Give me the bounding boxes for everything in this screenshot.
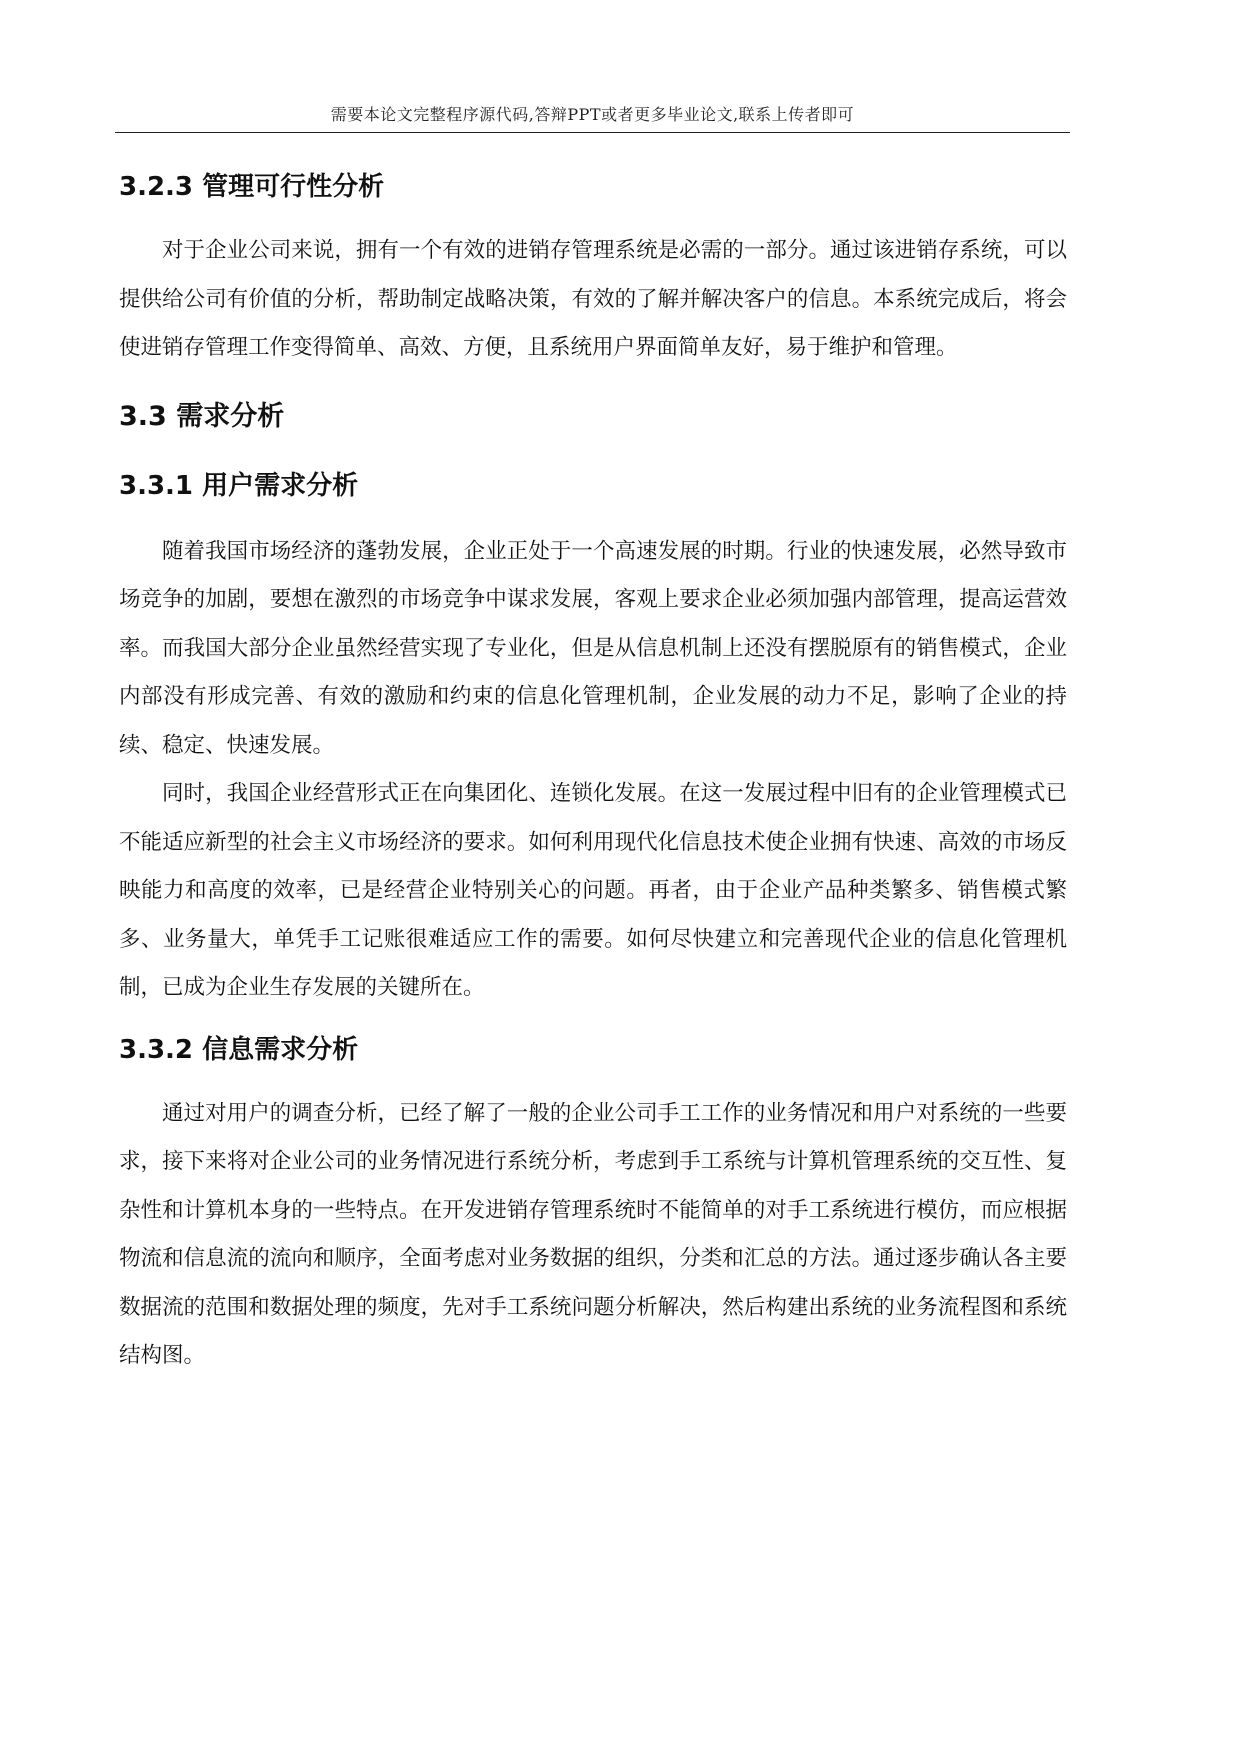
- paragraph: 同时，我国企业经营形式正在向集团化、连锁化发展。在这一发展过程中旧有的企业管理模式已不能适应新型的社会主义市场经济的要求。如何利用现代化信息技术使企业拥有快速、高效的市场反映能力和高度的效率，已是经营企业特别关心的问题。再者，由于企业产品种类繁多、销售模式繁多、业务量大，单凭手工记账很难适应工作的需要。如何尽快建立和完善现代企业的信息化管理机制，已成为企业生存发展的关键所在。: [119, 781, 1067, 1000]
- paragraph: 通过对用户的调查分析，已经了解了一般的企业公司手工工作的业务情况和用户对系统的一些要求，接下来将对企业公司的业务情况进行系统分析，考虑到手工系统与计算机管理系统的交互性、复杂性和计算机本身的一些特点。在开发进销存管理系统时不能简单的对手工系统进行模仿，而应根据物流和信息流的流向和顺序，全面考虑对业务数据的组织，分类和汇总的方法。通过逐步确认各主要数据流的范围和数据处理的频度，先对手工系统问题分析解决，然后构建出系统的业务流程图和系统结构图。: [119, 1100, 1067, 1368]
- section-heading-3-3-2: 3.3.2 信息需求分析: [119, 1034, 359, 1065]
- running-header: 需要本论文完整程序源代码,答辩PPT或者更多毕业论文,联系上传者即可: [330, 105, 855, 124]
- section-heading-3-2-3: 3.2.3 管理可行性分析: [119, 172, 385, 202]
- page-body: [119, 170, 1067, 1381]
- header-rule: [115, 132, 1070, 133]
- paragraph: 随着我国市场经济的蓬勃发展，企业正处于一个高速发展的时期。行业的快速发展，必然导致市场竞争的加剧，要想在激烈的市场竞争中谋求发展，客观上要求企业必须加强内部管理，提高运营效率。而我国大部分企业虽然经营实现了专业化，但是从信息机制上还没有摆脱原有的销售模式，企业内部没有形成完善、有效的激励和约束的信息化管理机制，企业发展的动力不足，影响了企业的持续、稳定、快速发展。: [119, 538, 1067, 758]
- paragraph: 对于企业公司来说，拥有一个有效的进销存管理系统是必需的一部分。通过该进销存系统，可以提供给公司有价值的分析，帮助制定战略决策，有效的了解并解决客户的信息。本系统完成后，将会使进销存管理工作变得简单、高效、方便，且系统用户界面简单友好，易于维护和管理。: [119, 238, 1067, 360]
- section-heading-3-3: 3.3 需求分析: [119, 400, 285, 432]
- section-heading-3-3-1: 3.3.1 用户需求分析: [119, 470, 359, 501]
